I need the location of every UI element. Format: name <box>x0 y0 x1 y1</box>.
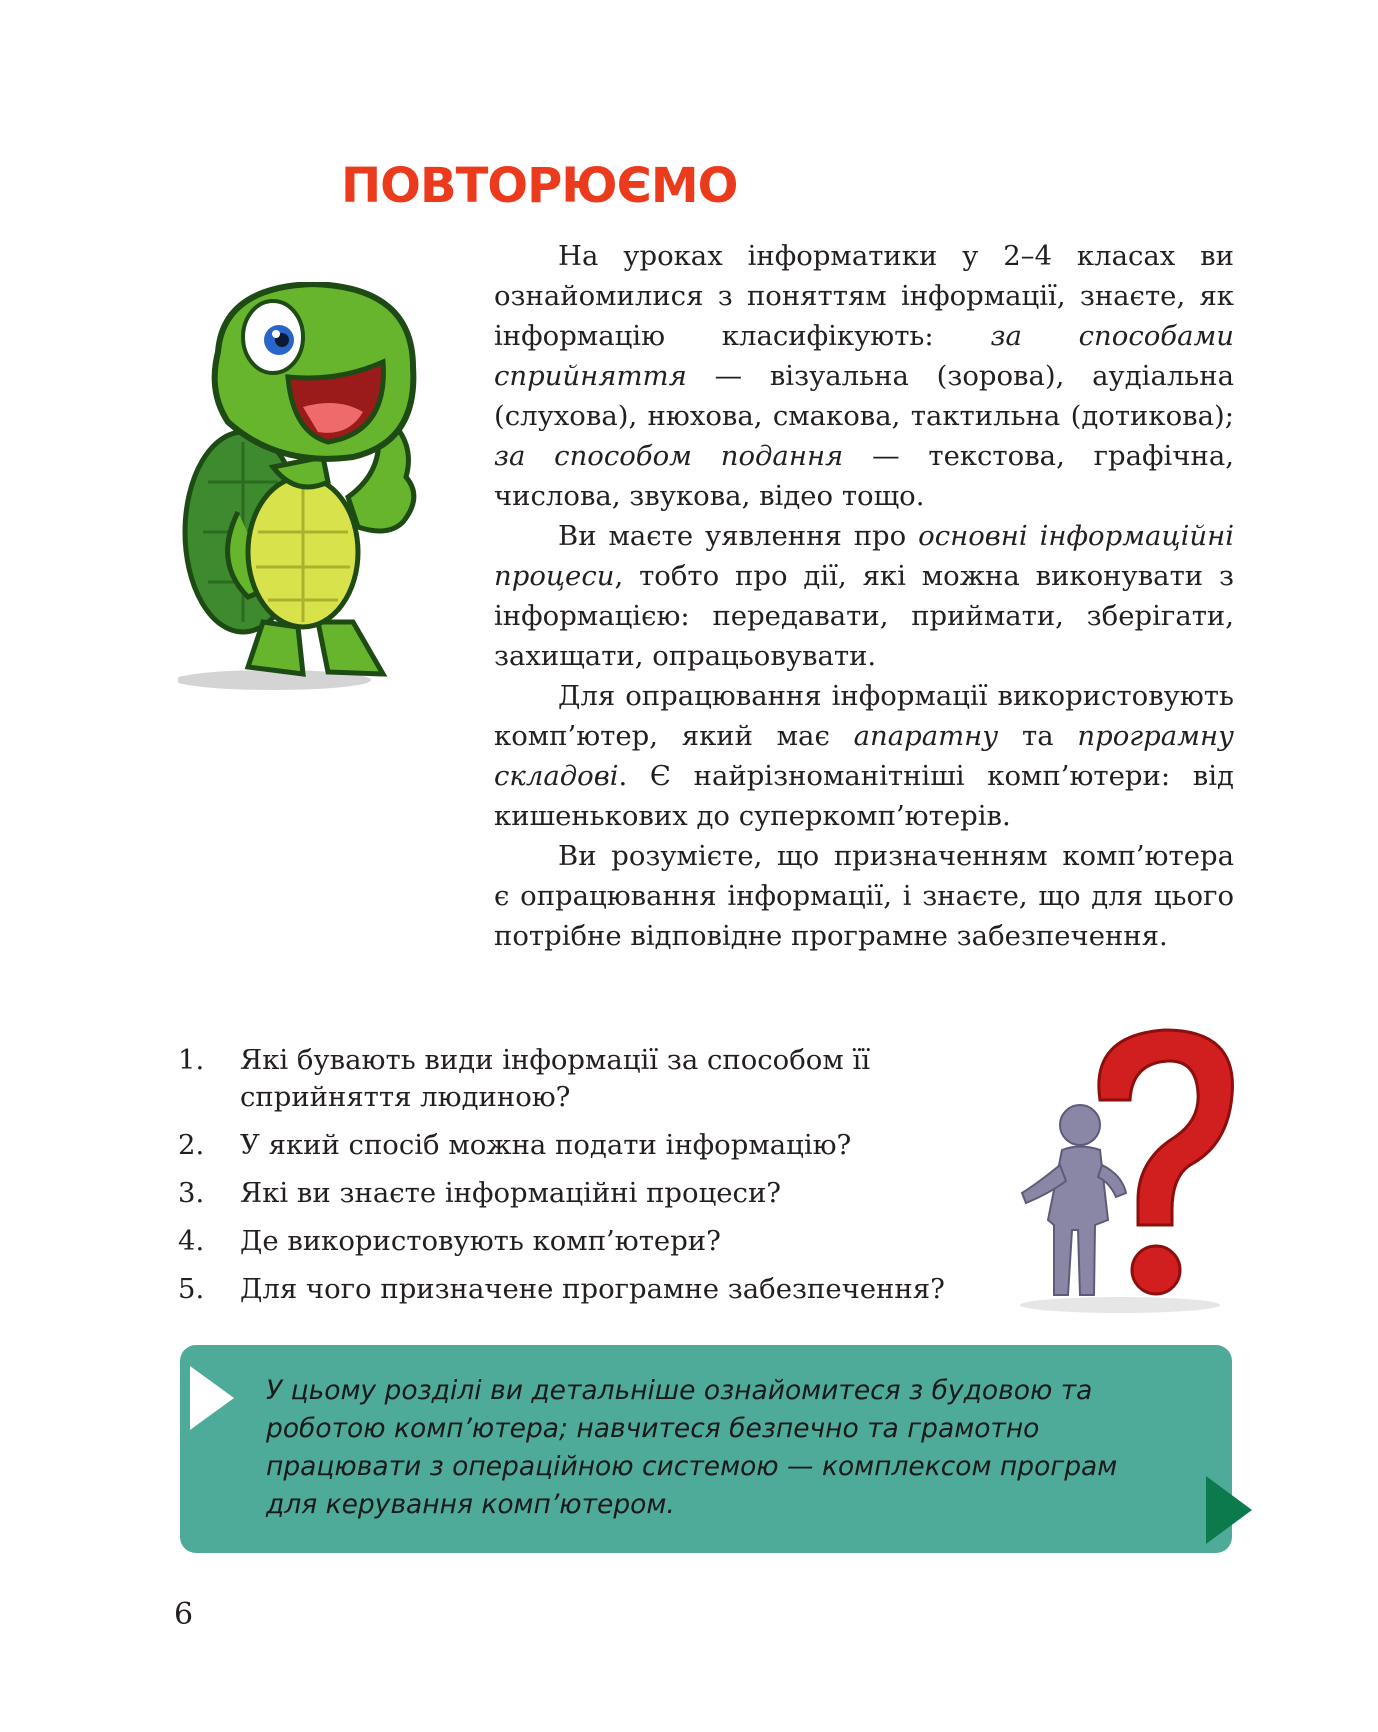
question-number: 3. <box>178 1177 205 1209</box>
page-number: 6 <box>174 1597 194 1632</box>
turtle-mascot-icon <box>178 282 448 762</box>
question-text: У який спосіб можна подати інформацію? <box>240 1129 852 1161</box>
question-item <box>178 1271 1008 1308</box>
question-text: Які бувають види інформації за способом її сприйняття людиною? <box>240 1044 871 1113</box>
intro-paragraph: Ви маєте уявлення про основні інформаційні процеси, тобто про дії, які можна виконувати з інформацією: передавати, приймати, зберігати, захищати, опрацьовувати. <box>494 520 1234 672</box>
intro-text <box>494 236 1234 956</box>
banner-text: У цьому розділі ви детальніше ознайомитеся з будовою та роботою комп’ютера; навчитеся безпечно та грамотно працювати з операційною системою — комплексом програм для керування комп’ютером. <box>266 1375 1118 1520</box>
page-title: ПОВТОРЮЄМО <box>341 158 738 214</box>
intro-paragraph: Для опрацювання інформації використовують комп’ютер, який має апаратну та програмну складові. Є найрізноманітніші комп’ютери: від кишенькових до суперкомп’ютерів. <box>494 680 1235 832</box>
question-item <box>178 1175 1008 1212</box>
question-list <box>178 1042 1008 1319</box>
question-item <box>178 1223 1008 1260</box>
next-arrow-icon <box>1206 1476 1252 1544</box>
question-number: 4. <box>178 1225 205 1257</box>
question-text: Де використовують комп’ютери? <box>240 1225 721 1257</box>
question-number: 2. <box>178 1129 205 1161</box>
question-item <box>178 1127 1008 1164</box>
question-text: Які ви знаєте інформаційні процеси? <box>240 1177 782 1209</box>
question-item <box>178 1042 1008 1116</box>
question-number: 5. <box>178 1273 205 1305</box>
person-question-mark-icon <box>1010 1025 1240 1315</box>
question-number: 1. <box>178 1044 205 1076</box>
intro-paragraph: Ви розумієте, що призначенням комп’ютера є опрацювання інформації, і знаєте, що для цього потрібне відповідне програмне забезпечення. <box>494 840 1234 952</box>
play-arrow-icon <box>190 1366 234 1430</box>
intro-paragraph: На уроках інформатики у 2–4 класах ви ознайомилися з поняттям інформації, знаєте, як інформацію класифікують: за способами сприйняття — візуальна (зорова), аудіальна (слухова), нюхова, смакова, тактильна (дотикова); за способом подання — текстова, графічна, числова, звукова, відео тощо. <box>494 240 1234 512</box>
question-text: Для чого призначене програмне забезпечення? <box>240 1273 945 1305</box>
